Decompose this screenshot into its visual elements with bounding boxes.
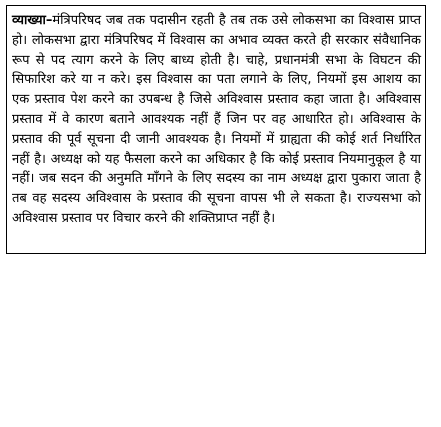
explanation-text: मंत्रिपरिषद जब तक पदासीन रहती है तब तक उसे लोकसभा का विश्वास प्राप्त हो। लोकसभा द्वारा मंत्रिपरिषद में विश्वास का अभाव व्यक्त करते ही सरकार संवैधानिक रूप से पद त्याग करने के लिए बाध्य होती है। चाहे, प्रधानमंत्री सभा के विघटन की सिफारिश करे या न करे। इस विश्वास का पता लगाने के लिए, नियमों इस आशय का एक प्रस्ताव पेश करने का उपबन्ध है जिसे अविश्वास प्रस्ताव कहा जाता है। अविश्वास प्रस्ताव में वे कारण बताने आवश्यक नहीं हैं जिन पर वह आधारित हो। अविश्वास के प्रस्ताव की पूर्व सूचना दी जानी आवश्यक है। नियमों में ग्राह्यता की कोई शर्त निर्धारित नहीं है। अध्यक्ष को यह फैसला करने का अधिकार है कि कोई प्रस्ताव नियमानुकूल है या नहीं। जब सदन की अनुमति माँगने के लिए सदस्य का नाम अध्यक्ष द्वारा पुकारा जाता है तब वह सदस्य अविश्वास के प्रस्ताव की सूचना वापस भी ले सकता है। राज्यसभा को अविश्वास प्रस्ताव पर विचार करने की शक्तिप्राप्त नहीं है।	[12, 13, 421, 226]
explanation-heading: व्याख्या–	[12, 13, 53, 28]
explanation-box	[6, 5, 426, 254]
explanation-paragraph	[12, 11, 421, 229]
